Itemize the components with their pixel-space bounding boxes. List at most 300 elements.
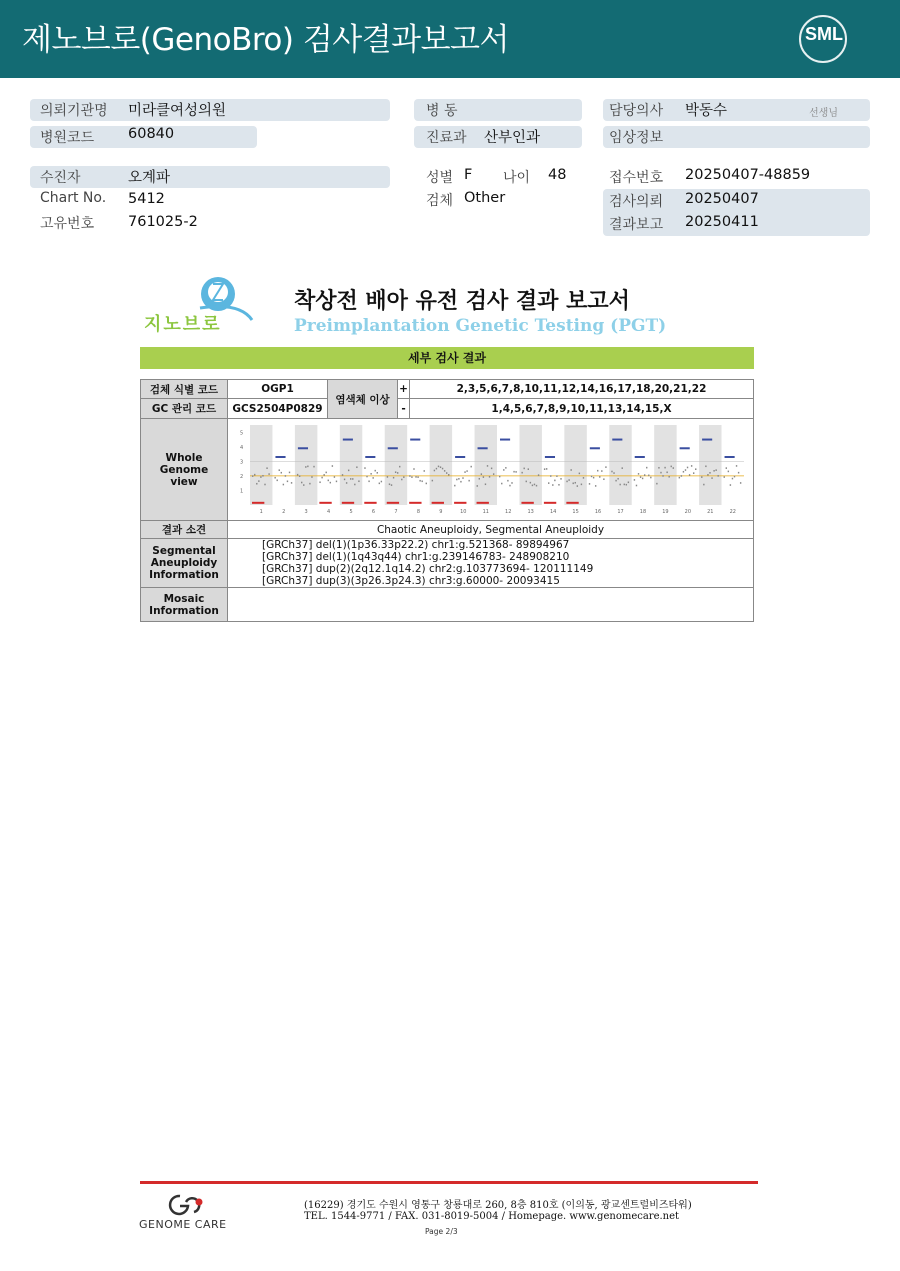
- copy-number-point: [709, 472, 710, 474]
- doctor-value: 박동수: [685, 103, 728, 119]
- copy-number-point: [717, 475, 718, 477]
- copy-number-point: [560, 478, 561, 480]
- copy-number-point: [435, 468, 436, 470]
- copy-number-point: [448, 474, 449, 476]
- copy-number-point: [466, 470, 467, 472]
- gain-segment: [702, 439, 712, 441]
- chart-value: 5412: [128, 191, 165, 207]
- chromosome-band: [564, 425, 586, 505]
- copy-number-point: [386, 476, 387, 478]
- copy-number-point: [341, 474, 342, 476]
- copy-number-point: [733, 476, 734, 478]
- copy-number-point: [347, 470, 348, 472]
- results-table: [140, 379, 754, 622]
- copy-number-point: [529, 482, 530, 484]
- copy-number-point: [513, 471, 514, 473]
- copy-number-point: [735, 465, 736, 467]
- copy-number-point: [333, 476, 334, 478]
- loss-segment: [431, 502, 443, 504]
- copy-number-point: [305, 466, 306, 468]
- copy-number-point: [684, 469, 685, 471]
- copy-number-point: [396, 472, 397, 474]
- hospital-code-value: 60840: [128, 126, 175, 142]
- copy-number-point: [415, 476, 416, 478]
- dept-value: 산부인과: [484, 130, 541, 146]
- copy-number-point: [476, 485, 477, 487]
- report-subtitle: Preimplantation Genetic Testing (PGT): [294, 316, 667, 336]
- copy-number-point: [603, 478, 604, 480]
- chromosome-tick-label: 13: [526, 509, 534, 515]
- copy-number-point: [666, 471, 667, 473]
- copy-number-point: [643, 474, 644, 476]
- copy-number-point: [621, 467, 622, 469]
- copy-number-point: [388, 483, 389, 485]
- copy-number-point: [625, 484, 626, 486]
- chromosome-tick-label: 12: [504, 509, 511, 515]
- copy-number-point: [641, 478, 642, 480]
- gc-code-label: GC 관리 코드: [141, 399, 228, 419]
- copy-number-point: [509, 485, 510, 487]
- copy-number-point: [705, 465, 706, 467]
- gain-segment: [500, 439, 510, 441]
- gain-sign: +: [398, 380, 410, 399]
- copy-number-point: [280, 472, 281, 474]
- copy-number-point: [605, 466, 606, 468]
- copy-number-point: [260, 476, 261, 478]
- footer-address-line: (16229) 경기도 수원시 영통구 창룡대로 260, 8층 810호 (이의동, 광교센트럴비즈타워): [304, 1200, 692, 1211]
- doctor-label: 담당의사: [609, 103, 664, 119]
- copy-number-point: [401, 479, 402, 481]
- copy-number-point: [443, 470, 444, 472]
- copy-number-point: [437, 466, 438, 468]
- copy-number-point: [660, 472, 661, 474]
- copy-number-point: [511, 482, 512, 484]
- copy-number-point: [635, 485, 636, 487]
- hospital-code-label: 병원코드: [40, 130, 95, 146]
- chromosome-band: [609, 425, 631, 505]
- chromosome-tick-label: 11: [482, 509, 489, 515]
- chromosome-tick-label: 3: [304, 509, 308, 515]
- specimen-id-label: 검체 식별 코드: [141, 380, 228, 399]
- copy-number-point: [617, 478, 618, 480]
- copy-number-point: [464, 471, 465, 473]
- copy-number-point: [552, 484, 553, 486]
- copy-number-point: [374, 470, 375, 472]
- copy-number-point: [321, 477, 322, 479]
- copy-number-point: [282, 484, 283, 486]
- copy-number-point: [627, 481, 628, 483]
- copy-number-point: [423, 470, 424, 472]
- gain-chromosomes: 2,3,5,6,7,8,10,11,12,14,16,17,18,20,21,22: [410, 380, 754, 399]
- field-bar: [30, 166, 390, 188]
- y-tick-label: 1: [239, 488, 243, 495]
- copy-number-point: [488, 476, 489, 478]
- copy-number-point: [366, 476, 367, 478]
- copy-number-point: [692, 472, 693, 474]
- copy-number-point: [266, 467, 267, 469]
- copy-number-point: [254, 474, 255, 476]
- copy-number-point: [262, 475, 263, 477]
- copy-number-point: [486, 465, 487, 467]
- copy-number-point: [303, 484, 304, 486]
- patient-label: 수진자: [40, 170, 81, 186]
- copy-number-point: [352, 478, 353, 480]
- copy-number-point: [507, 480, 508, 482]
- chromosome-band: [654, 425, 676, 505]
- copy-number-point: [439, 466, 440, 468]
- copy-number-point: [325, 472, 326, 474]
- gain-segment: [589, 447, 599, 449]
- copy-number-point: [376, 472, 377, 474]
- chart-label: Chart No.: [40, 190, 107, 206]
- genobro-logo-word: 지노브로: [144, 314, 222, 335]
- copy-number-point: [354, 484, 355, 486]
- copy-number-point: [570, 469, 571, 471]
- copy-number-point: [533, 484, 534, 486]
- copy-number-point: [458, 478, 459, 480]
- copy-number-point: [309, 483, 310, 485]
- copy-number-point: [664, 467, 665, 469]
- copy-number-point: [574, 482, 575, 484]
- copy-number-point: [370, 473, 371, 475]
- chromosome-band: [294, 425, 316, 505]
- unique-label: 고유번호: [40, 216, 95, 232]
- copy-number-point: [278, 469, 279, 471]
- copy-number-point: [515, 471, 516, 473]
- abnormality-label: 염색체 이상: [328, 380, 398, 419]
- copy-number-point: [392, 477, 393, 479]
- copy-number-point: [615, 480, 616, 482]
- page-number: Page 2/3: [425, 1227, 458, 1236]
- chromosome-tick-label: 14: [549, 509, 556, 515]
- copy-number-point: [368, 480, 369, 482]
- copy-number-point: [594, 485, 595, 487]
- doctor-suffix: 선생님: [809, 108, 838, 119]
- loss-segment: [319, 502, 331, 504]
- loss-segment: [364, 502, 376, 504]
- report-date-value: 20250411: [685, 214, 759, 230]
- gain-segment: [297, 447, 307, 449]
- chromosome-tick-label: 10: [459, 509, 467, 515]
- receipt-label: 접수번호: [609, 170, 664, 186]
- specimen-label: 검체: [426, 193, 454, 209]
- copy-number-point: [648, 475, 649, 477]
- loss-sign: -: [398, 399, 410, 419]
- copy-number-point: [690, 465, 691, 467]
- copy-number-point: [646, 467, 647, 469]
- copy-number-point: [378, 483, 379, 485]
- gain-segment: [387, 447, 397, 449]
- segmental-line: [GRCh37] del(1)(1q43q44) chr1:g.239146783- 248908210: [262, 551, 570, 563]
- copy-number-point: [592, 477, 593, 479]
- copy-number-point: [364, 467, 365, 469]
- copy-number-point: [499, 476, 500, 478]
- y-tick-label: 4: [239, 444, 243, 451]
- receipt-value: 20250407-48859: [685, 167, 811, 183]
- chromosome-band: [699, 425, 721, 505]
- copy-number-point: [723, 476, 724, 478]
- copy-number-point: [390, 484, 391, 486]
- chromosome-tick-label: 5: [348, 509, 353, 515]
- chromosome-band: [250, 425, 272, 505]
- copy-number-point: [554, 480, 555, 482]
- chromosome-tick-label: 1: [259, 509, 263, 515]
- clinical-label: 임상정보: [609, 130, 664, 146]
- copy-number-point: [313, 466, 314, 468]
- copy-number-point: [411, 476, 412, 478]
- copy-number-point: [380, 481, 381, 483]
- copy-number-point: [537, 474, 538, 476]
- gain-segment: [342, 439, 352, 441]
- copy-number-point: [454, 485, 455, 487]
- copy-number-point: [276, 479, 277, 481]
- copy-number-point: [568, 479, 569, 481]
- loss-segment: [409, 502, 421, 504]
- chromosome-tick-label: 21: [706, 509, 714, 515]
- patient-value: 오계파: [128, 170, 171, 186]
- gain-segment: [612, 439, 622, 441]
- copy-number-point: [345, 482, 346, 484]
- report-title: 착상전 배아 유전 검사 결과 보고서: [294, 289, 630, 314]
- copy-number-point: [695, 468, 696, 470]
- segmental-line: [GRCh37] dup(3)(3p26.3p24.3) chr3:g.60000- 20093415: [262, 575, 560, 587]
- copy-number-point: [482, 476, 483, 478]
- loss-segment: [252, 502, 264, 504]
- mosaic-label: Mosaic Information: [141, 588, 228, 622]
- genome-view-cell: [228, 419, 754, 521]
- copy-number-point: [686, 467, 687, 469]
- copy-number-point: [525, 481, 526, 483]
- chromosome-tick-label: 15: [571, 509, 579, 515]
- copy-number-point: [597, 470, 598, 472]
- copy-number-point: [678, 477, 679, 479]
- copy-number-point: [556, 475, 557, 477]
- copy-number-point: [503, 469, 504, 471]
- copy-number-point: [711, 477, 712, 479]
- copy-number-point: [672, 467, 673, 469]
- copy-number-point: [707, 474, 708, 476]
- copy-number-point: [601, 470, 602, 472]
- copy-number-point: [256, 483, 257, 485]
- chromosome-band: [339, 425, 361, 505]
- copy-number-point: [441, 468, 442, 470]
- copy-number-point: [576, 485, 577, 487]
- copy-number-point: [290, 482, 291, 484]
- request-value: 20250407: [685, 191, 759, 207]
- chromosome-band: [519, 425, 541, 505]
- copy-number-point: [703, 484, 704, 486]
- chromosome-tick-label: 22: [729, 509, 736, 515]
- footer-divider: [140, 1181, 758, 1184]
- copy-number-point: [478, 478, 479, 480]
- copy-number-point: [298, 475, 299, 477]
- chromosome-band: [429, 425, 451, 505]
- copy-number-point: [356, 466, 357, 468]
- copy-number-point: [421, 480, 422, 482]
- copy-number-point: [311, 476, 312, 478]
- copy-number-point: [433, 470, 434, 472]
- copy-number-point: [688, 474, 689, 476]
- loss-chromosomes: 1,4,5,6,7,8,9,10,11,13,14,15,X: [410, 399, 754, 419]
- section-title: 세부 검사 결과: [140, 347, 754, 369]
- copy-number-point: [729, 484, 730, 486]
- chromosome-tick-label: 16: [594, 509, 601, 515]
- request-label: 검사의뢰: [609, 194, 664, 210]
- copy-number-point: [650, 477, 651, 479]
- copy-number-point: [343, 479, 344, 481]
- copy-number-point: [639, 476, 640, 478]
- copy-number-point: [558, 484, 559, 486]
- copy-number-point: [599, 476, 600, 478]
- copy-number-point: [284, 475, 285, 477]
- loss-segment: [543, 502, 555, 504]
- specimen-value: Other: [464, 190, 506, 206]
- copy-number-point: [413, 468, 414, 470]
- copy-number-point: [521, 472, 522, 474]
- copy-number-point: [588, 483, 589, 485]
- copy-number-point: [566, 481, 567, 483]
- copy-number-point: [460, 481, 461, 483]
- loss-segment: [341, 502, 353, 504]
- copy-number-point: [274, 477, 275, 479]
- copy-number-point: [286, 481, 287, 483]
- copy-number-point: [319, 481, 320, 483]
- copy-number-point: [582, 477, 583, 479]
- copy-number-point: [619, 484, 620, 486]
- copy-number-point: [492, 473, 493, 475]
- copy-number-point: [701, 476, 702, 478]
- copy-number-point: [543, 468, 544, 470]
- chromosome-tick-label: 4: [326, 509, 330, 515]
- age-label: 나이: [503, 170, 531, 186]
- genome-care-logo-text: GENOME CARE: [139, 1218, 227, 1231]
- copy-number-point: [548, 482, 549, 484]
- copy-number-point: [490, 468, 491, 470]
- copy-number-point: [633, 479, 634, 481]
- copy-number-point: [572, 483, 573, 485]
- copy-number-point: [329, 482, 330, 484]
- institution-value: 미라클여성의원: [128, 103, 227, 119]
- copy-number-point: [468, 480, 469, 482]
- copy-number-point: [668, 476, 669, 478]
- copy-number-point: [403, 476, 404, 478]
- copy-number-point: [727, 471, 728, 473]
- copy-number-point: [590, 476, 591, 478]
- chromosome-tick-label: 17: [616, 509, 624, 515]
- segmental-line: [GRCh37] dup(2)(2q12.1q14.2) chr2:g.103773694- 120111149: [262, 563, 594, 575]
- genome-view-label: Whole Genome view: [141, 419, 228, 521]
- copy-number-point: [252, 475, 253, 477]
- chromosome-tick-label: 8: [416, 509, 420, 515]
- copy-number-point: [656, 483, 657, 485]
- copy-number-point: [731, 478, 732, 480]
- segmental-line: [GRCh37] del(1)(1p36.33p22.2) chr1:g.521368- 89894967: [262, 539, 570, 551]
- gain-segment: [455, 456, 465, 458]
- copy-number-point: [715, 469, 716, 471]
- y-tick-label: 3: [239, 459, 243, 466]
- gain-segment: [679, 447, 689, 449]
- copy-number-point: [358, 480, 359, 482]
- chromosome-tick-label: 2: [281, 509, 285, 515]
- segmental-info: [228, 539, 754, 588]
- copy-number-point: [662, 475, 663, 477]
- copy-number-point: [445, 472, 446, 474]
- copy-number-point: [611, 471, 612, 473]
- copy-number-point: [425, 483, 426, 485]
- copy-number-point: [327, 480, 328, 482]
- y-tick-label: 5: [239, 430, 243, 437]
- copy-number-point: [680, 475, 681, 477]
- chromosome-tick-label: 20: [684, 509, 691, 515]
- copy-number-point: [637, 473, 638, 475]
- ward-label: 병 동: [426, 103, 458, 119]
- gain-segment: [544, 456, 554, 458]
- copy-number-point: [470, 466, 471, 468]
- copy-number-point: [399, 466, 400, 468]
- copy-number-point: [501, 483, 502, 485]
- copy-number-point: [550, 475, 551, 477]
- copy-number-point: [431, 480, 432, 482]
- chromosome-band: [474, 425, 496, 505]
- copy-number-point: [462, 477, 463, 479]
- copy-number-point: [545, 468, 546, 470]
- copy-number-point: [296, 474, 297, 476]
- copy-number-point: [484, 483, 485, 485]
- gain-segment: [724, 456, 734, 458]
- copy-number-point: [331, 465, 332, 467]
- copy-number-point: [264, 484, 265, 486]
- gain-segment: [634, 456, 644, 458]
- page-title: 제노브로(GenoBro) 검사결과보고서: [22, 22, 509, 58]
- loss-segment: [386, 502, 398, 504]
- copy-number-point: [737, 472, 738, 474]
- copy-number-point: [739, 482, 740, 484]
- copy-number-point: [409, 475, 410, 477]
- chromosome-tick-label: 7: [393, 509, 398, 515]
- chromosome-tick-label: 6: [371, 509, 375, 515]
- page-header: [0, 0, 900, 78]
- copy-number-point: [580, 484, 581, 486]
- copy-number-point: [288, 472, 289, 474]
- genome-care-logo-icon: [166, 1192, 206, 1218]
- sex-label: 성별: [426, 170, 454, 186]
- chromosome-band: [384, 425, 406, 505]
- gain-segment: [275, 456, 285, 458]
- copy-number-point: [535, 485, 536, 487]
- report-date-label: 결과보고: [609, 217, 664, 233]
- copy-number-point: [658, 467, 659, 469]
- chromosome-tick-label: 19: [661, 509, 669, 515]
- copy-number-point: [394, 471, 395, 473]
- y-tick-label: 2: [239, 473, 243, 480]
- copy-number-point: [505, 467, 506, 469]
- copy-number-point: [613, 472, 614, 474]
- footer-contact-line: TEL. 1544-9771 / FAX. 031-8019-5004 / Homepage. www.genomecare.net: [304, 1211, 680, 1222]
- copy-number-point: [531, 485, 532, 487]
- loss-segment: [521, 502, 533, 504]
- segmental-label: Segmental Aneuploidy Information: [141, 539, 228, 588]
- gain-segment: [410, 439, 420, 441]
- mosaic-value: [228, 588, 754, 622]
- copy-number-point: [417, 476, 418, 478]
- finding-value: Chaotic Aneuploidy, Segmental Aneuploidy: [228, 521, 754, 539]
- copy-number-point: [258, 480, 259, 482]
- copy-number-point: [523, 468, 524, 470]
- gc-code-value: GCS2504P0829: [228, 399, 328, 419]
- unique-value: 761025-2: [128, 214, 198, 230]
- copy-number-point: [350, 478, 351, 480]
- loss-segment: [454, 502, 466, 504]
